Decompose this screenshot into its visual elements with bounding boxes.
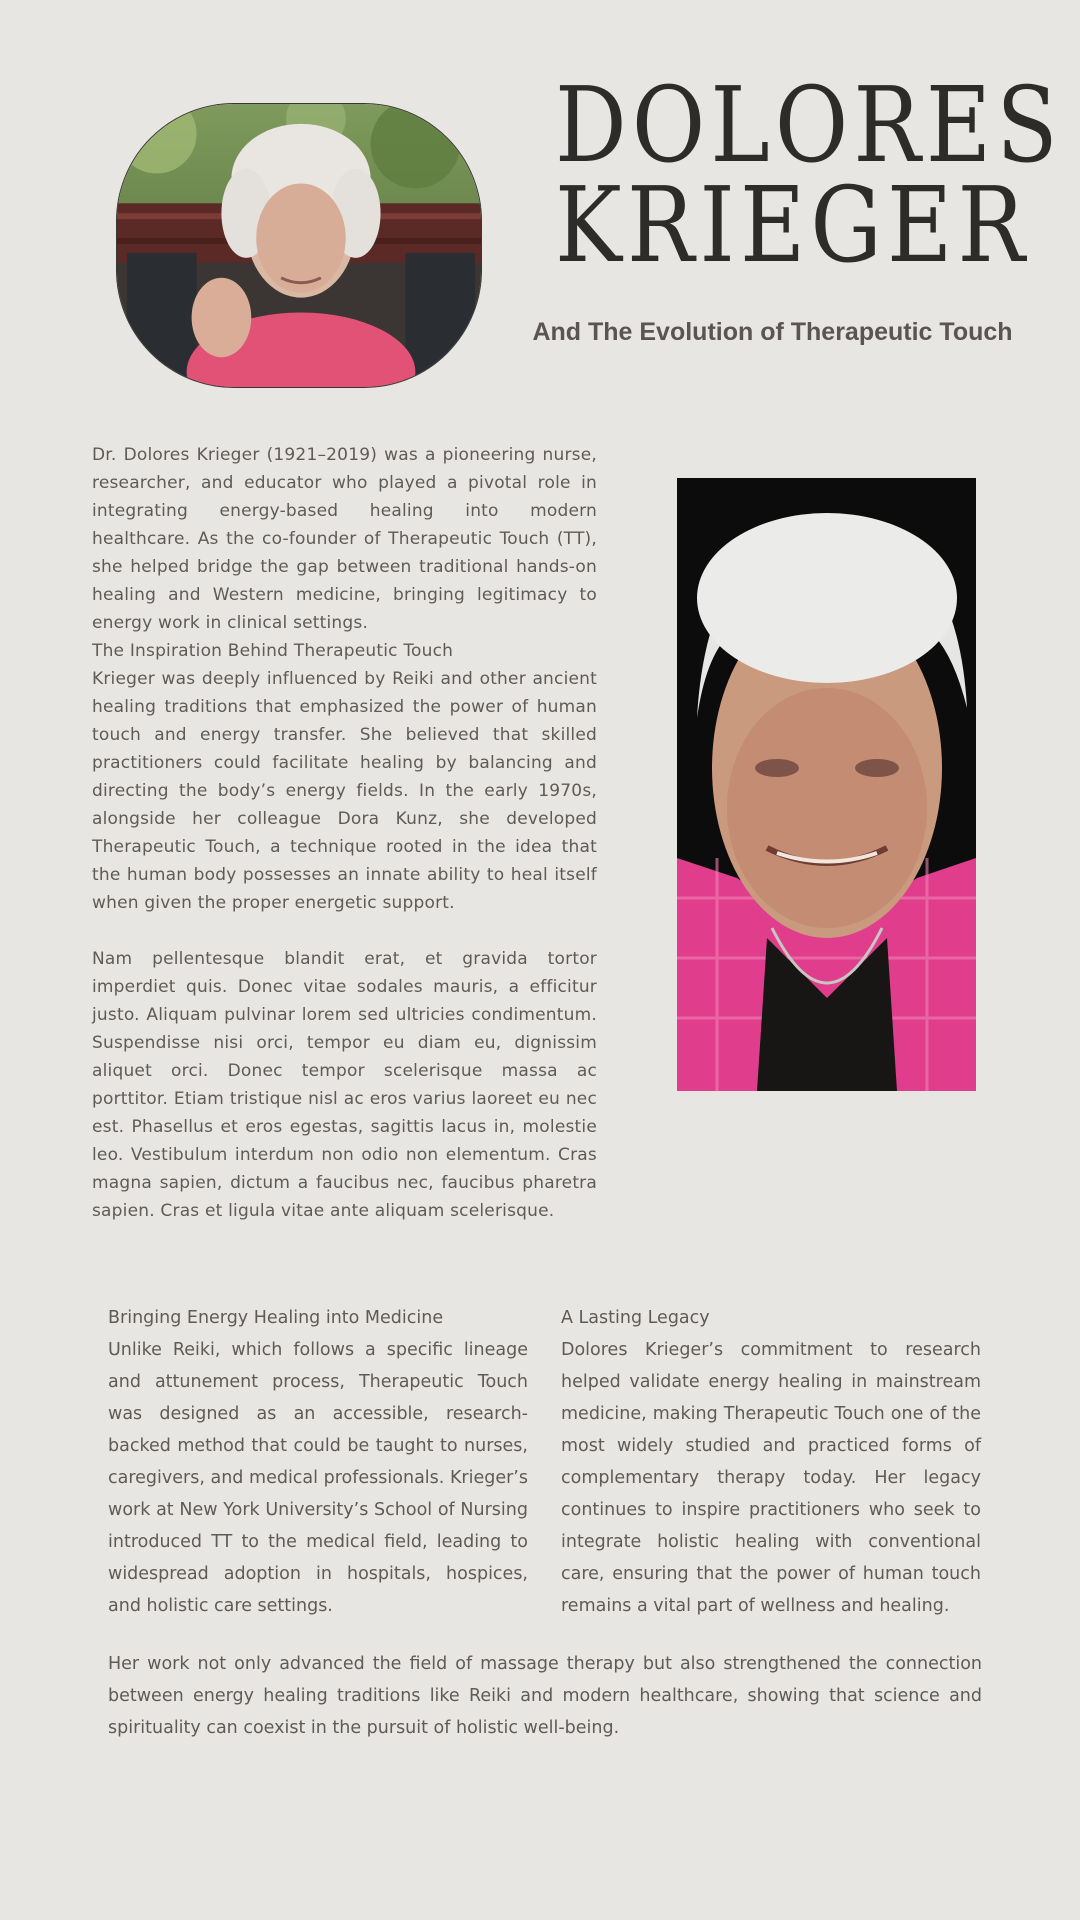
intro-paragraph: Dr. Dolores Krieger (1921–2019) was a pioneering nurse, researcher, and educator who played a pivotal role in integrating energy-based healing into modern healthcare. As the co-founder of Therapeutic Touch (TT), she helped bridge the gap between traditional hands-on healing and Western medicine, bringing legitimacy to energy work in clinical settings. — [92, 445, 597, 633]
section-heading-medicine: Bringing Energy Healing into Medicine — [108, 1308, 444, 1328]
lorem-paragraph: Nam pellentesque blandit erat, et gravida tortor imperdiet quis. Donec vitae sodales mauris, a efficitur justo. Aliquam pulvinar lorem sed ultricies condimentum. Suspendisse nisi orci, tempor eu diam eu, dignissim aliquet orci. Donec tempor scelerisque massa ac porttitor. Etiam tristique nisl ac eros varius laoreet eu nec est. Phasellus et eros egestas, sagittis lacus in, molestie leo. Vestibulum interdum non odio non elementum. Cras magna sapien, dictum a faucibus nec, faucibus pharetra sapien. Cras et ligula vitae ante aliquam scelerisque. — [92, 949, 597, 1221]
intro-text-block — [92, 441, 597, 1225]
portrait-photo-closeup — [677, 478, 976, 1091]
inspiration-paragraph: Krieger was deeply influenced by Reiki and other ancient healing traditions that emphasized the power of human touch and energy transfer. She believed that skilled practitioners could facilitate healing by balancing and directing the body’s energy fields. In the early 1970s, alongside her colleague Dora Kunz, she developed Therapeutic Touch, a technique rooted in the idea that the human body possesses an innate ability to heal itself when given the proper energetic support. — [92, 669, 597, 913]
portrait-photo-top — [116, 103, 482, 388]
section-heading-legacy: A Lasting Legacy — [561, 1308, 710, 1328]
section-heading-inspiration: The Inspiration Behind Therapeutic Touch — [92, 641, 454, 661]
page-subtitle: And The Evolution of Therapeutic Touch — [532, 318, 1013, 346]
medicine-column — [108, 1302, 528, 1622]
page-title — [555, 64, 1063, 286]
title-line-last-name: KRIEGER — [555, 164, 1030, 286]
title-line-first-name: DOLORES — [555, 64, 1063, 186]
legacy-column — [561, 1302, 981, 1622]
medicine-paragraph: Unlike Reiki, which follows a specific lineage and attunement process, Therapeutic Touch was designed as an accessible, research-backed method that could be taught to nurses, caregivers, and medical professionals. Krieger’s work at New York University’s School of Nursing introduced TT to the medical field, leading to widespread adoption in hospitals, hospices, and holistic care settings. — [108, 1340, 528, 1616]
closing-paragraph: Her work not only advanced the field of massage therapy but also strengthened the connection between energy healing traditions like Reiki and modern healthcare, showing that science and spirituality can coexist in the pursuit of holistic well-being. — [108, 1654, 982, 1738]
legacy-paragraph: Dolores Krieger’s commitment to research helped validate energy healing in mainstream medicine, making Therapeutic Touch one of the most widely studied and practiced forms of complementary therapy today. Her legacy continues to inspire practitioners who seek to integrate holistic healing with conventional care, ensuring that the power of human touch remains a vital part of wellness and healing. — [561, 1340, 981, 1616]
